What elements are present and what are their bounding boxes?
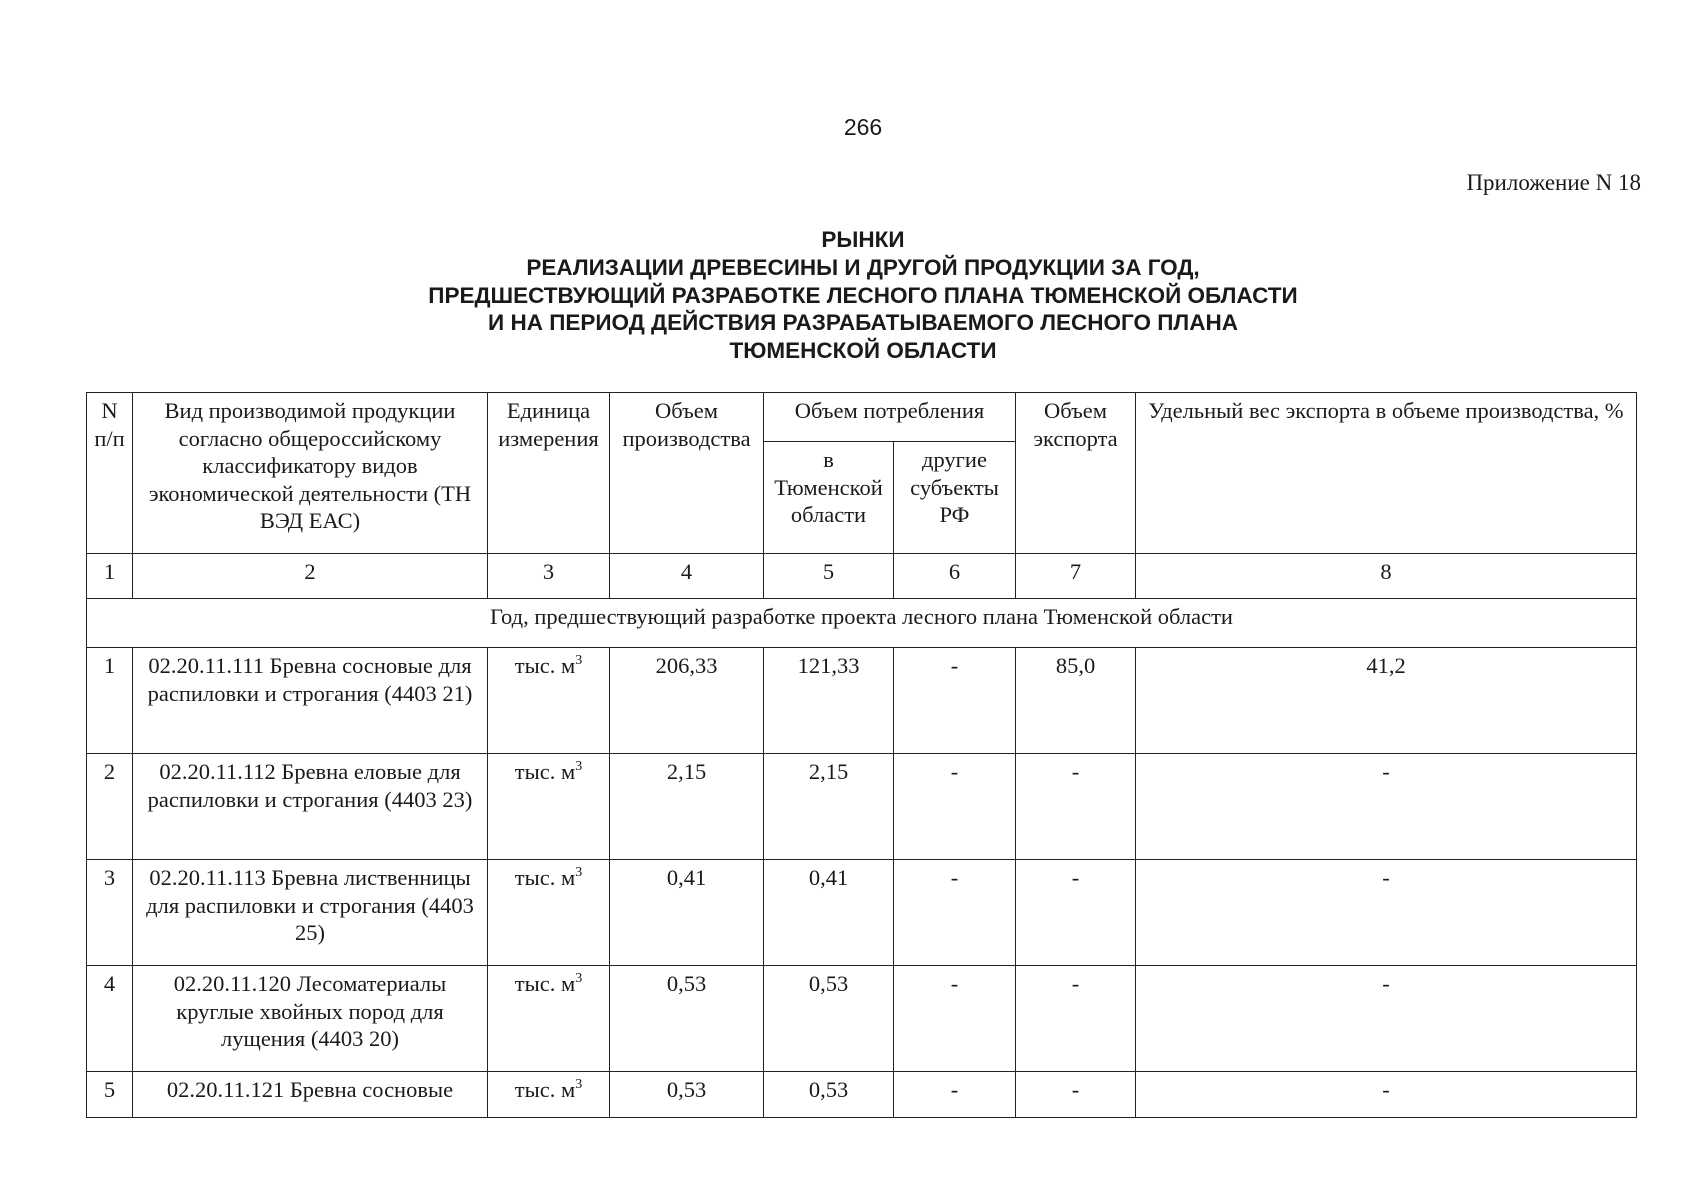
consumption-other-value: - (894, 754, 1016, 860)
unit-superscript: 3 (575, 1077, 583, 1092)
unit-text: тыс. м (514, 653, 576, 678)
unit-cell (488, 860, 610, 966)
header-num: N п/п (87, 393, 133, 554)
table-row (87, 860, 1637, 966)
header-consumption-other: другие субъекты РФ (894, 442, 1016, 554)
consumption-region-value: 0,53 (764, 1072, 894, 1118)
column-number: 1 (87, 554, 133, 599)
consumption-other-value: - (894, 966, 1016, 1072)
unit-superscript: 3 (575, 653, 583, 668)
row-number: 1 (87, 648, 133, 754)
section-row (87, 599, 1637, 648)
header-production: Объем производства (610, 393, 764, 554)
table-row (87, 966, 1637, 1072)
title-line: РЫНКИ (821, 227, 905, 252)
product-name: 02.20.11.120 Лесоматериалы круглые хвойных пород для лущения (4403 20) (133, 966, 488, 1072)
column-number: 2 (133, 554, 488, 599)
row-number: 3 (87, 860, 133, 966)
title-line: РЕАЛИЗАЦИИ ДРЕВЕСИНЫ И ДРУГОЙ ПРОДУКЦИИ ЗА ГОД, (526, 254, 1200, 280)
production-value: 0,53 (610, 1072, 764, 1118)
export-share-value: - (1136, 754, 1637, 860)
header-export-share: Удельный вес экспорта в объеме производства, % (1136, 393, 1637, 554)
header-consumption-region: в Тюменской области (764, 442, 894, 554)
document-title (0, 226, 1697, 365)
unit-cell (488, 648, 610, 754)
product-name: 02.20.11.121 Бревна сосновые (133, 1072, 488, 1118)
table-row (87, 754, 1637, 860)
title-line: И НА ПЕРИОД ДЕЙСТВИЯ РАЗРАБАТЫВАЕМОГО ЛЕСНОГО ПЛАНА (488, 310, 1238, 336)
export-share-value: - (1136, 1072, 1637, 1118)
title-line: ТЮМЕНСКОЙ ОБЛАСТИ (729, 338, 997, 364)
unit-cell (488, 1072, 610, 1118)
export-value: - (1016, 860, 1136, 966)
consumption-region-value: 0,41 (764, 860, 894, 966)
product-name: 02.20.11.113 Бревна лиственницы для распиловки и строгания (4403 25) (133, 860, 488, 966)
production-value: 0,41 (610, 860, 764, 966)
unit-text: тыс. м (514, 759, 576, 784)
page-number: 266 (843, 114, 883, 140)
consumption-other-value: - (894, 1072, 1016, 1118)
table-row (87, 1072, 1637, 1118)
row-number: 4 (87, 966, 133, 1072)
column-number: 4 (610, 554, 764, 599)
product-name: 02.20.11.111 Бревна сосновые для распиловки и строгания (4403 21) (133, 648, 488, 754)
appendix-label: Приложение N 18 (1466, 170, 1641, 195)
header-product: Вид производимой продукции согласно общероссийскому классификатору видов экономической деятельности (ТН ВЭД ЕАС) (133, 393, 488, 554)
export-value: 85,0 (1016, 648, 1136, 754)
header-consumption: Объем потребления (764, 393, 1016, 442)
section-title: Год, предшествующий разработке проекта лесного плана Тюменской области (87, 599, 1637, 648)
column-number: 3 (488, 554, 610, 599)
consumption-other-value: - (894, 860, 1016, 966)
export-share-value: 41,2 (1136, 648, 1637, 754)
consumption-region-value: 2,15 (764, 754, 894, 860)
consumption-region-value: 0,53 (764, 966, 894, 1072)
export-value: - (1016, 966, 1136, 1072)
column-number: 7 (1016, 554, 1136, 599)
table-row (87, 648, 1637, 754)
production-value: 0,53 (610, 966, 764, 1072)
title-line: ПРЕДШЕСТВУЮЩИЙ РАЗРАБОТКЕ ЛЕСНОГО ПЛАНА ТЮМЕНСКОЙ ОБЛАСТИ (428, 282, 1298, 308)
export-value: - (1016, 754, 1136, 860)
column-number: 5 (764, 554, 894, 599)
product-name: 02.20.11.112 Бревна еловые для распиловки и строгания (4403 23) (133, 754, 488, 860)
header-unit: Единица измерения (488, 393, 610, 554)
unit-cell (488, 966, 610, 1072)
production-value: 206,33 (610, 648, 764, 754)
consumption-region-value: 121,33 (764, 648, 894, 754)
unit-superscript: 3 (575, 759, 583, 774)
unit-cell (488, 754, 610, 860)
unit-text: тыс. м (514, 971, 576, 996)
market-table (86, 392, 1637, 1118)
unit-superscript: 3 (575, 865, 583, 880)
header-export: Объем экспорта (1016, 393, 1136, 554)
unit-superscript: 3 (575, 971, 583, 986)
column-number: 6 (894, 554, 1016, 599)
export-share-value: - (1136, 966, 1637, 1072)
consumption-other-value: - (894, 648, 1016, 754)
column-number-row (87, 554, 1637, 599)
unit-text: тыс. м (514, 1077, 576, 1102)
export-share-value: - (1136, 860, 1637, 966)
row-number: 2 (87, 754, 133, 860)
unit-text: тыс. м (514, 865, 576, 890)
row-number: 5 (87, 1072, 133, 1118)
export-value: - (1016, 1072, 1136, 1118)
production-value: 2,15 (610, 754, 764, 860)
column-number: 8 (1136, 554, 1637, 599)
